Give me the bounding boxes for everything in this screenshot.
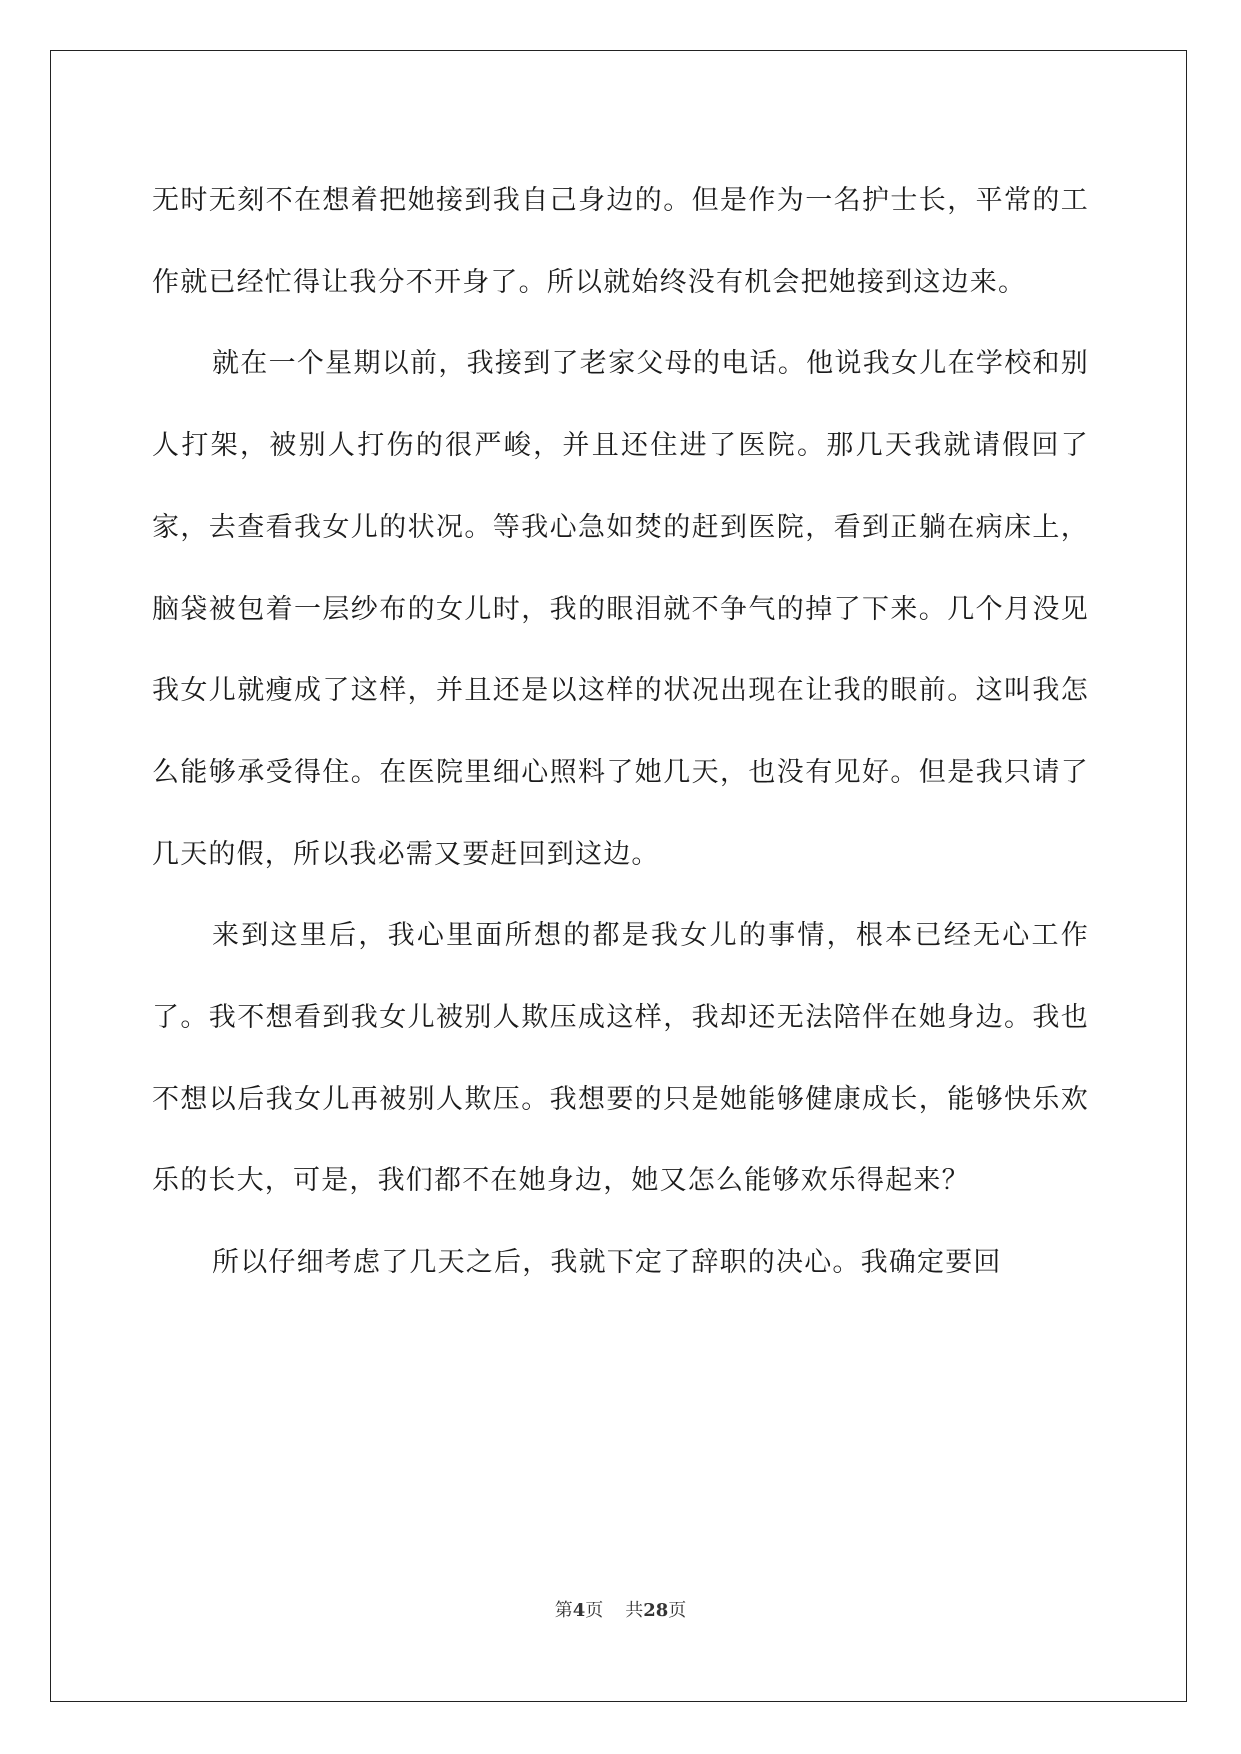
paragraph-3: 来到这里后，我心里面所想的都是我女儿的事情，根本已经无心工作了。我不想看到我女儿被别人欺压成这样，我却还无法陪伴在她身边。我也不想以后我女儿再被别人欺压。我想要的只是她能够健康成长，能够快乐欢乐的长大，可是，我们都不在她身边，她又怎么能够欢乐得起来？ [152,920,1089,1197]
paragraph-4: 所以仔细考虑了几天之后，我就下定了辞职的决心。我确定要回 [212,1247,1002,1279]
paragraph-2: 就在一个星期以前，我接到了老家父母的电话。他说我女儿在学校和别人打架，被别人打伤的很严峻，并且还住进了医院。那几天我就请假回了家，去查看我女儿的状况。等我心急如焚的赶到医院，看到正躺在病床上，脑袋被包着一层纱布的女儿时，我的眼泪就不争气的掉了下来。几个月没见我女儿就瘦成了这样，并且还是以这样的状况出现在让我的眼前。这叫我怎么能够承受得住。在医院里细心照料了她几天，也没有见好。但是我只请了几天的假，所以我必需又要赶回到这边。 [152,348,1089,870]
page-suffix: 页 [585,1600,604,1621]
total-prefix: 共 [625,1600,644,1621]
document-body [152,160,1089,1304]
page-prefix: 第 [554,1600,573,1621]
page-total-number: 28 [643,1600,669,1621]
page-footer [0,1596,1241,1622]
total-suffix: 页 [668,1600,687,1621]
paragraph-1: 无时无刻不在想着把她接到我自己身边的。但是作为一名护士长，平常的工作就已经忙得让我分不开身了。所以就始终没有机会把她接到这边来。 [152,185,1089,298]
page-current-number: 4 [572,1600,586,1621]
